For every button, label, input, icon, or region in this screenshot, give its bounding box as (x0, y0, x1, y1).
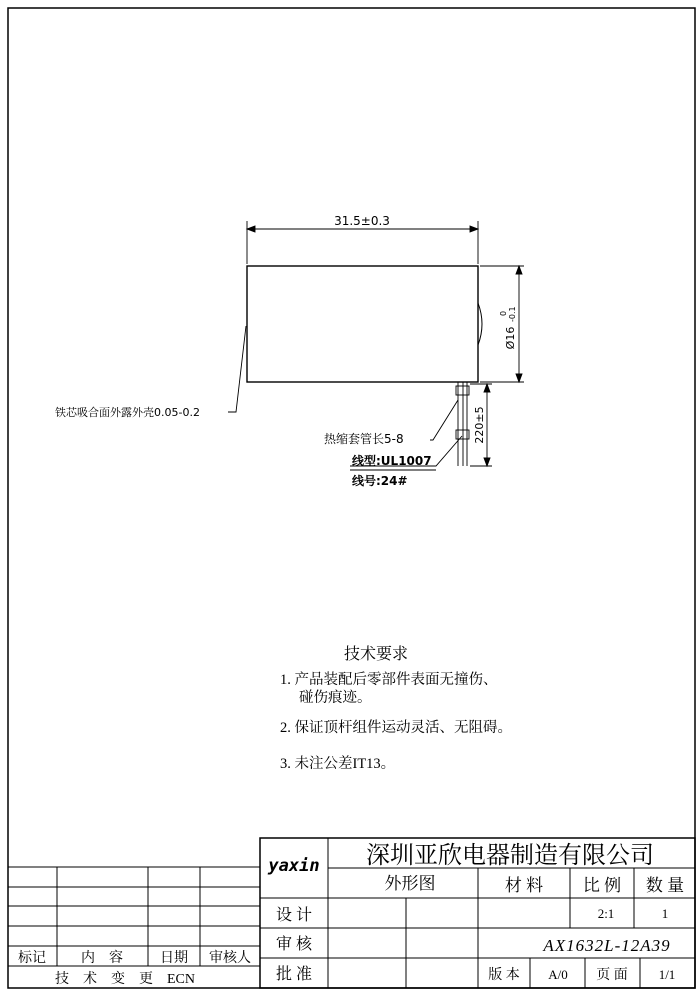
solenoid-body (247, 266, 482, 382)
version-value: A/0 (548, 967, 568, 982)
company-name: 深圳亚欣电器制造有限公司 (366, 843, 654, 869)
wire-gauge-note: 线号:24# (352, 474, 408, 488)
scale-label: 比 例 (582, 876, 622, 895)
page-label: 页 面 (596, 968, 628, 983)
quantity-label: 数 量 (645, 876, 685, 895)
requirements-heading: 技术要求 (344, 646, 409, 663)
material-label: 材 料 (504, 876, 544, 895)
design-label: 设 计 (275, 907, 313, 924)
requirement-1-line-2: 碰伤痕迹。 (299, 690, 372, 706)
diameter-tol-lower: -0.1 (508, 306, 517, 322)
diameter-dim-label: Ø16 (504, 326, 517, 350)
diameter-dim-label-group (499, 306, 517, 349)
quantity-value: 1 (661, 906, 669, 921)
leader-lines (228, 326, 462, 470)
solenoid-housing (247, 266, 478, 382)
version-label: 版 本 (488, 968, 520, 983)
diameter-dimension (480, 266, 524, 382)
requirement-3: 3. 未注公差IT13。 (280, 756, 396, 772)
wire-type-note: 线型:UL1007 (352, 454, 432, 468)
revision-col-content: 内 容 (81, 951, 123, 966)
requirement-1-line-1: 1. 产品装配后零部件表面无撞伤、 (280, 672, 498, 688)
revision-col-reviewer: 审核人 (209, 951, 251, 966)
scale-value: 2:1 (597, 906, 615, 921)
page-value: 1/1 (658, 967, 676, 982)
sleeve-note-leader (430, 400, 458, 440)
lead-wires (456, 382, 469, 466)
part-number: AX1632L-12A39 (543, 936, 671, 955)
core-note-leader (228, 326, 246, 412)
company-logo: yaxin (268, 856, 320, 876)
review-label: 审 核 (275, 936, 313, 953)
lead-length-label: 220±5 (473, 406, 486, 444)
requirement-2: 2. 保证顶杆组件运动灵活、无阻碍。 (280, 720, 512, 736)
drawing-type: 外形图 (384, 874, 436, 893)
lead-length-label-group (473, 406, 486, 443)
sheet-border (8, 8, 695, 988)
length-dim-label: 31.5±0.3 (334, 214, 390, 228)
revision-col-date: 日期 (160, 951, 188, 966)
revision-col-mark: 标记 (18, 951, 46, 966)
core-note: 铁芯吸合面外露外壳0.05-0.2 (55, 406, 200, 419)
sleeve-note: 热缩套管长5-8 (324, 432, 404, 446)
diameter-tol-upper: 0 (499, 310, 508, 316)
approve-label: 批 准 (275, 966, 313, 983)
revision-footer: 技 术 变 更 ECN (55, 972, 195, 987)
